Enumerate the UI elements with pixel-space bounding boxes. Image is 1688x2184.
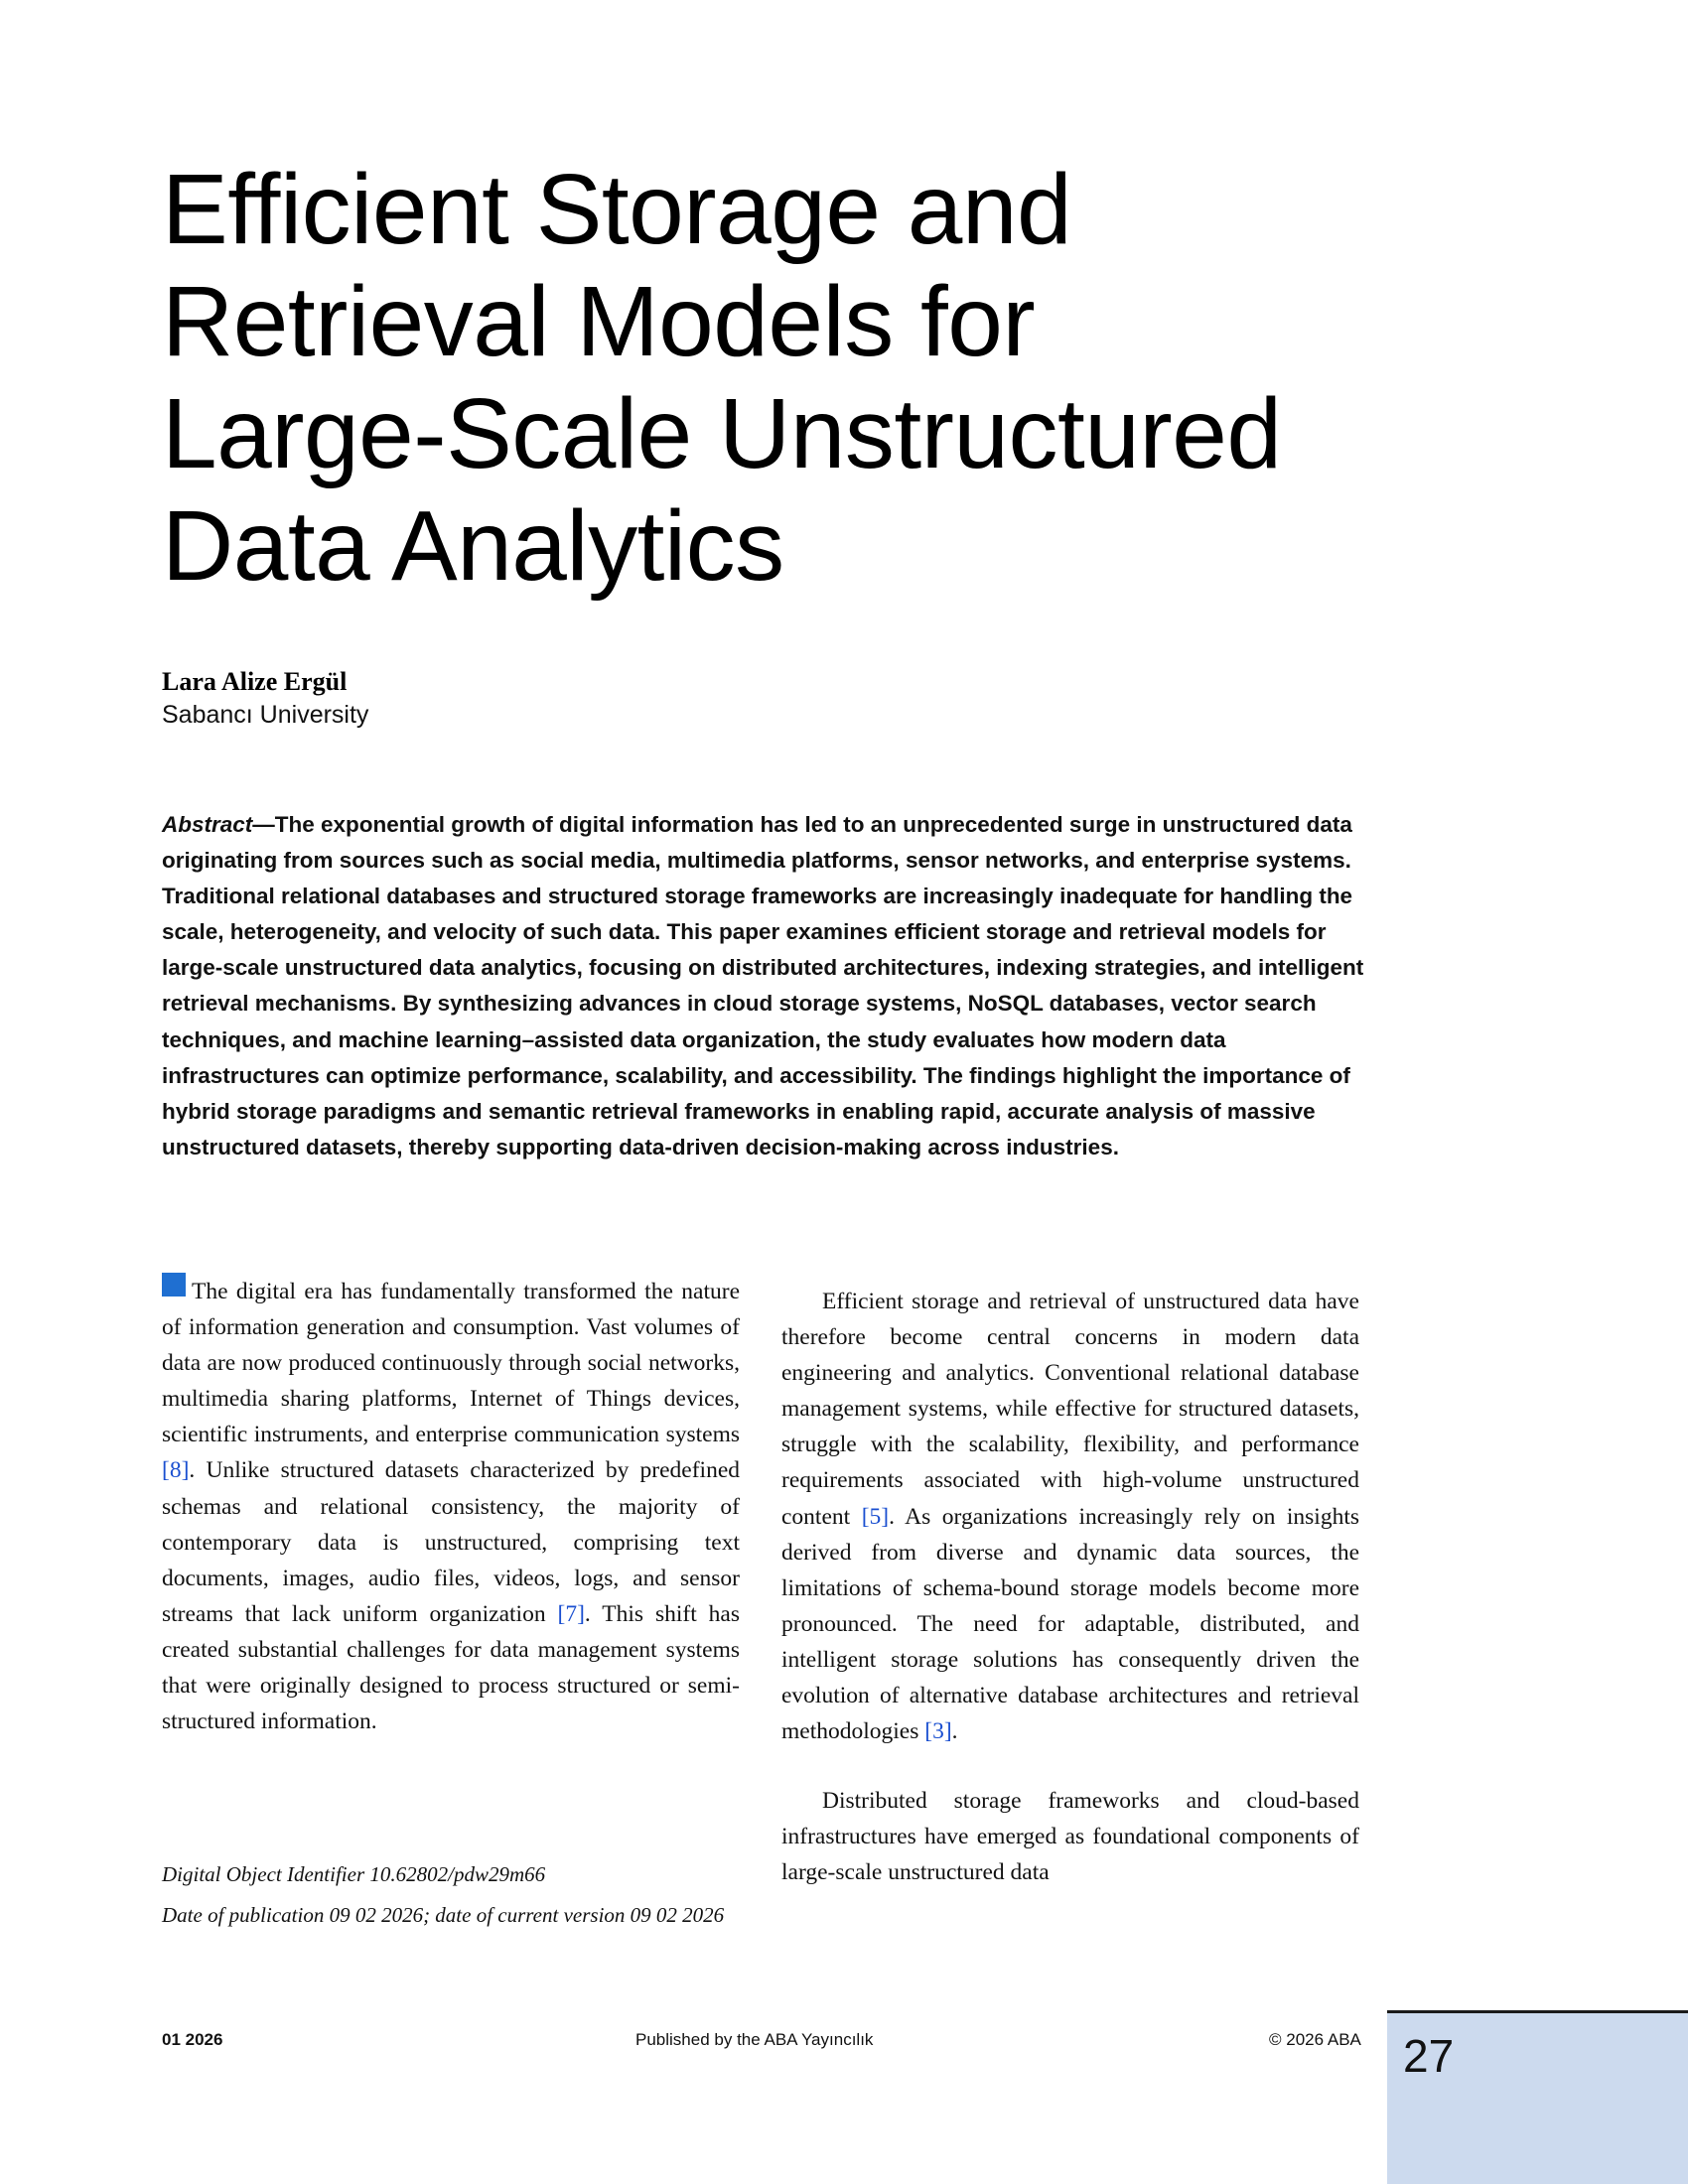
publication-metadata [162,1854,748,1936]
footer-issue: 01 2026 [162,2030,223,2049]
author-name: Lara Alize Ergül [162,667,348,696]
body-paragraph: Distributed storage frameworks and cloud-based infrastructures have emerged as foundational components of large-scale unstructured data [781,1788,1359,1886]
footer-copyright: © 2026 ABA [1269,2030,1361,2049]
footer-publisher: Published by the ABA Yayıncılık [635,2030,874,2049]
author-affiliation: Sabancı University [162,701,369,729]
page-number: 27 [1403,2030,1455,2082]
section-marker-square-icon [162,1273,186,1297]
publication-dates: Date of publication 09 02 2026; date of current version 09 02 2026 [162,1903,725,1927]
paper-title [162,154,1403,603]
title-line: Large-Scale Unstructured [162,378,1282,489]
citation-link[interactable]: [3] [924,1718,952,1745]
citation-link[interactable]: [8] [162,1457,190,1484]
paragraph-text: . Unlike structured datasets characterized by predefined schemas and relational consistency, the majority of contemporary data is unstructured, comprising text documents, images, audio files, videos, logs, and sensor streams that lack uniform organization [162,1457,740,1627]
title-line: Efficient Storage and [162,154,1072,265]
body-column-right [781,1284,1359,1891]
title-line: Retrieval Models for [162,266,1036,377]
body-column-left [162,1273,740,1739]
paragraph-text: Efficient storage and retrieval of unstructured data have therefore become central concerns in modern data engineering and analytics. Conventional relational database management systems, while effective for structured datasets, struggle with the scalability, flexibility, and performance requirements associated with high-volume unstructured content [781,1289,1359,1530]
paragraph-text: . [951,1718,958,1745]
body-paragraph [781,1284,1359,1749]
abstract-dash: — [252,812,275,837]
citation-link[interactable]: [5] [861,1503,890,1530]
doi-line: Digital Object Identifier 10.62802/pdw29m66 [162,1862,546,1886]
citation-link[interactable]: [7] [557,1600,585,1627]
paragraph-text: The digital era has fundamentally transformed the nature of information generation and consumption. Vast volumes of data are now produced continuously through social networks, multimedia sharing platforms, Internet of Things devices, scientific instruments, and enterprise communication systems [162,1279,740,1448]
title-line: Data Analytics [162,490,784,602]
paragraph-text: . As organizations increasingly rely on insights derived from diverse and dynamic data sources, the limitations of schema-bound storage models become more pronounced. The need for adaptable, distributed, and intelligent storage solutions has consequently driven the evolution of alternative database architectures and retrieval methodologies [781,1503,1360,1745]
abstract-text: The exponential growth of digital information has led to an unprecedented surge in unstructured data originating from sources such as social media, multimedia platforms, sensor networks, and enterprise systems. Traditional relational databases and structured storage frameworks are increasingly inadequate for handling the scale, heterogeneity, and velocity of such data. This paper examines efficient storage and retrieval models for large-scale unstructured data analytics, focusing on distributed architectures, indexing strategies, and intelligent retrieval mechanisms. By synthesizing advances in cloud storage systems, NoSQL databases, vector search techniques, and machine learning–assisted data organization, the study evaluates how modern data infrastructures can optimize performance, scalability, and accessibility. The findings highlight the importance of hybrid storage paradigms and semantic retrieval frameworks in enabling rapid, accurate analysis of massive unstructured datasets, thereby supporting data-driven decision-making across industries. [162,812,1364,1160]
abstract [162,807,1373,1165]
body-paragraph [162,1273,740,1739]
paragraph-text: . This shift has created substantial challenges for data management systems that were originally designed to process structured or semi-structured information. [162,1600,740,1735]
abstract-label: Abstract [162,812,253,837]
